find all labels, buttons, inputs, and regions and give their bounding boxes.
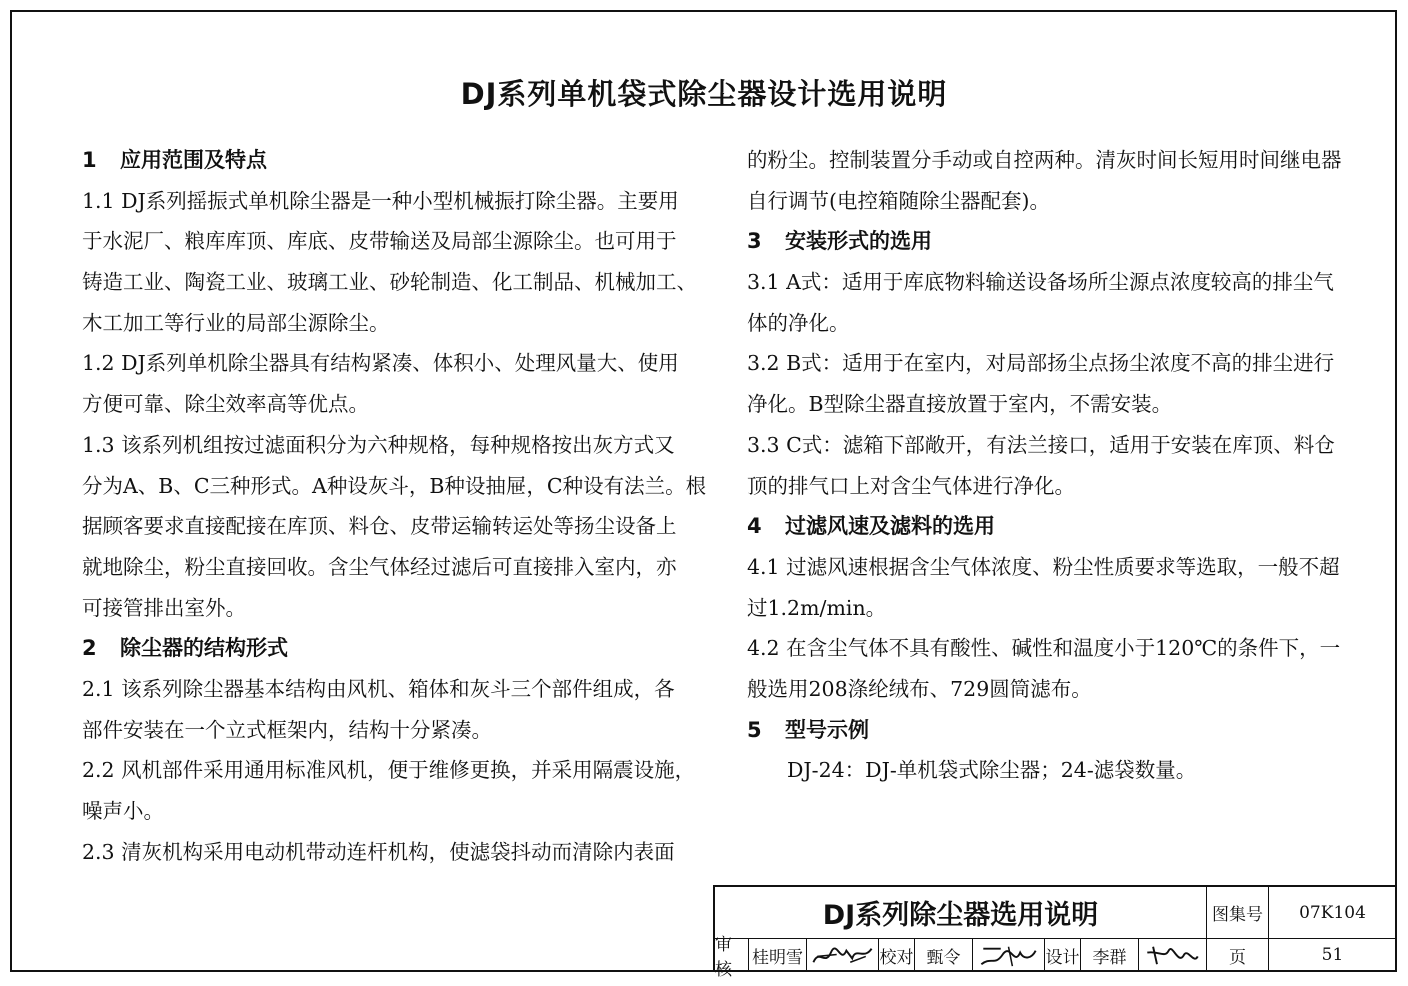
paragraph-line: 分为A、B、C三种形式。A种设灰斗，B种设抽屉，C种设有法兰。根 — [82, 473, 707, 498]
paragraph-line: 般选用208涤纶绒布、729圆筒滤布。 — [747, 676, 1092, 701]
drawing-name: DJ系列除尘器选用说明 — [715, 887, 1207, 939]
section-number: 4 — [747, 514, 762, 539]
checker-name: 甄令 — [915, 939, 973, 972]
checker-signature — [973, 939, 1045, 972]
section-heading — [82, 140, 702, 181]
paragraph-line: 木工加工等行业的局部尘源除尘。 — [82, 310, 390, 335]
paragraph-line: 于水泥厂、粮库库顶、库底、皮带输送及局部尘源除尘。也可用于 — [82, 229, 677, 254]
paragraph-line: 可接管排出室外。 — [82, 595, 246, 620]
paragraph-line: 3.1 A式：适用于库底物料输送设备场所尘源点浓度较高的排尘气 — [747, 270, 1334, 295]
paragraph-line: 过1.2m/min。 — [747, 595, 887, 620]
section-heading — [747, 710, 1357, 751]
paragraph-line: DJ-24：DJ-单机袋式除尘器；24-滤袋数量。 — [787, 758, 1197, 783]
section-title: 应用范围及特点 — [120, 148, 267, 172]
right-column — [747, 140, 1357, 791]
design-label: 设计 — [1045, 939, 1081, 972]
paragraph-line: 1.1 DJ系列摇振式单机除尘器是一种小型机械振打除尘器。主要用 — [82, 188, 679, 213]
section-number: 3 — [747, 229, 762, 254]
paragraph-line: 3.3 C式：滤箱下部敞开，有法兰接口，适用于安装在库顶、料仓 — [747, 432, 1335, 457]
reviewer-signature — [807, 939, 879, 972]
section-heading — [747, 221, 1357, 262]
section-number: 2 — [82, 636, 97, 661]
paragraph-line: 自行调节(电控箱随除尘器配套)。 — [747, 188, 1050, 213]
section-title: 除尘器的结构形式 — [120, 636, 288, 661]
paragraph-line: 铸造工业、陶瓷工业、玻璃工业、砂轮制造、化工制品、机械加工、 — [82, 270, 697, 295]
paragraph-line: 3.2 B式：适用于在室内，对局部扬尘点扬尘浓度不高的排尘进行 — [747, 351, 1335, 376]
paragraph-line: 1.3 该系列机组按过滤面积分为六种规格，每种规格按出灰方式又 — [82, 432, 675, 457]
title-block — [713, 885, 1397, 980]
paragraph-line: 2.3 清灰机构采用电动机带动连杆机构，使滤袋抖动而清除内表面 — [82, 839, 675, 864]
paragraph-line: 噪声小。 — [82, 799, 164, 823]
designer-name: 李群 — [1081, 939, 1139, 972]
designer-signature — [1139, 939, 1207, 972]
paragraph-line: 方便可靠、除尘效率高等优点。 — [82, 392, 369, 417]
review-label: 审核 — [715, 939, 749, 972]
section-number: 5 — [747, 717, 762, 742]
section-title: 型号示例 — [785, 717, 869, 742]
paragraph-line: 2.2 风机部件采用通用标准风机，便于维修更换，并采用隔震设施， — [82, 758, 696, 783]
atlas-number-label: 图集号 — [1207, 887, 1269, 939]
document-title: DJ系列单机袋式除尘器设计选用说明 — [460, 77, 948, 111]
section-title: 安装形式的选用 — [785, 229, 932, 254]
paragraph-line: 的粉尘。控制装置分手动或自控两种。清灰时间长短用时间继电器 — [747, 148, 1342, 172]
paragraph-line: 顶的排气口上对含尘气体进行净化。 — [747, 473, 1075, 498]
section-heading — [747, 506, 1357, 547]
left-column — [82, 140, 707, 872]
paragraph-line: 2.1 该系列除尘器基本结构由风机、箱体和灰斗三个部件组成，各 — [82, 676, 675, 701]
paragraph-line: 体的净化。 — [747, 310, 850, 335]
paragraph-line: 1.2 DJ系列单机除尘器具有结构紧凑、体积小、处理风量大、使用 — [82, 351, 679, 376]
page-number: 51 — [1269, 939, 1397, 972]
reviewer-name: 桂明雪 — [749, 939, 807, 972]
section-heading — [82, 628, 702, 669]
paragraph-line: 净化。B型除尘器直接放置于室内，不需安装。 — [747, 392, 1173, 417]
section-title: 过滤风速及滤料的选用 — [785, 514, 995, 539]
check-label: 校对 — [879, 939, 915, 972]
paragraph-line: 部件安装在一个立式框架内，结构十分紧凑。 — [82, 717, 492, 742]
atlas-number: 07K104 — [1269, 887, 1397, 939]
section-number: 1 — [82, 148, 97, 172]
page-label: 页 — [1207, 939, 1269, 972]
paragraph-line: 据顾客要求直接配接在库顶、料仓、皮带运输转运处等扬尘设备上 — [82, 514, 677, 539]
paragraph-line: 4.2 在含尘气体不具有酸性、碱性和温度小于120℃的条件下，一 — [747, 636, 1341, 661]
paragraph-line: 就地除尘，粉尘直接回收。含尘气体经过滤后可直接排入室内，亦 — [82, 554, 677, 579]
paragraph-line: 4.1 过滤风速根据含尘气体浓度、粉尘性质要求等选取，一般不超 — [747, 554, 1340, 579]
